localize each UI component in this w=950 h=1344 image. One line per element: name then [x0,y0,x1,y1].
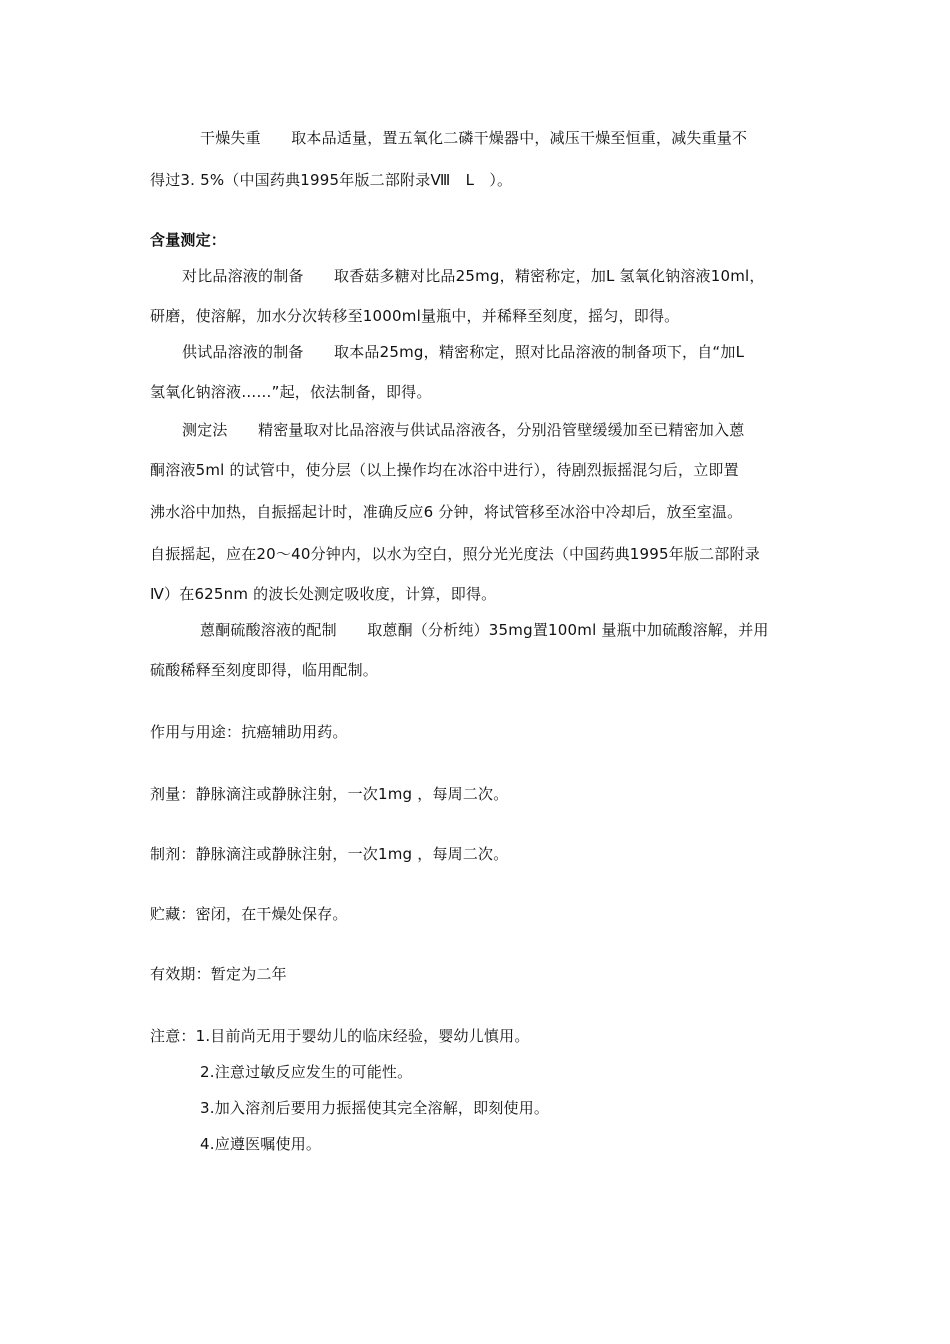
reference-solution-line-2: 研磨，使溶解，加水分次转移至1000ml量瓶中，并稀释至刻度，摇匀，即得。 [150,307,680,325]
method-line-3: 沸水浴中加热，自振摇起计时，准确反应6 分钟，将试管移至冰浴中冷却后，放至室温。 [150,503,743,521]
drying-loss-line-1: 干燥失重 取本品适量，置五氧化二磷干燥器中，减压干燥至恒重，减失重量不 [200,129,748,147]
note-item-4: 4.应遵医嘱使用。 [200,1135,322,1153]
reagent-line-1: 蒽酮硫酸溶液的配制 取蒽酮（分析纯）35mg置100ml 量瓶中加硫酸溶解，并用 [200,621,769,639]
drying-loss-line-2: 得过3. 5%（中国药典1995年版二部附录Ⅷ L ）。 [150,171,513,189]
method-line-1: 测定法 精密量取对比品溶液与供试品溶液各，分别沿管壁缓缓加至已精密加入蒽 [182,421,745,439]
sample-solution-line-1: 供试品溶液的制备 取本品25mg，精密称定，照对比品溶液的制备项下，自“加L [182,343,745,361]
note-item-2: 2.注意过敏反应发生的可能性。 [200,1063,413,1081]
sample-solution-line-2: 氢氧化钠溶液……”起，依法制备，即得。 [150,383,432,401]
method-line-5: Ⅳ）在625nm 的波长处测定吸收度，计算，即得。 [150,585,497,603]
reference-solution-line-1: 对比品溶液的制备 取香菇多糖对比品25mg，精密称定，加L 氢氧化钠溶液10ml， [182,267,765,285]
reagent-line-2: 硫酸稀释至刻度即得，临用配制。 [150,661,379,679]
dosage-line: 剂量：静脉滴注或静脉注射，一次1mg ，每周二次。 [150,785,509,803]
usage-line: 作用与用途：抗癌辅助用药。 [150,723,348,741]
note-item-1: 注意：1.目前尚无用于婴幼儿的临床经验，婴幼儿慎用。 [150,1027,530,1045]
storage-line: 贮藏：密闭，在干燥处保存。 [150,905,348,923]
assay-heading: 含量测定： [150,231,227,249]
method-line-4: 自振摇起，应在20～40分钟内，以水为空白，照分光光度法（中国药典1995年版二部附录 [150,545,760,563]
preparation-line: 制剂：静脉滴注或静脉注射，一次1mg ，每周二次。 [150,845,509,863]
method-line-2: 酮溶液5ml 的试管中，使分层（以上操作均在冰浴中进行），待剧烈振摇混匀后，立即置 [150,461,739,479]
note-item-3: 3.加入溶剂后要用力振摇使其完全溶解，即刻使用。 [200,1099,550,1117]
validity-line: 有效期：暂定为二年 [150,965,287,983]
